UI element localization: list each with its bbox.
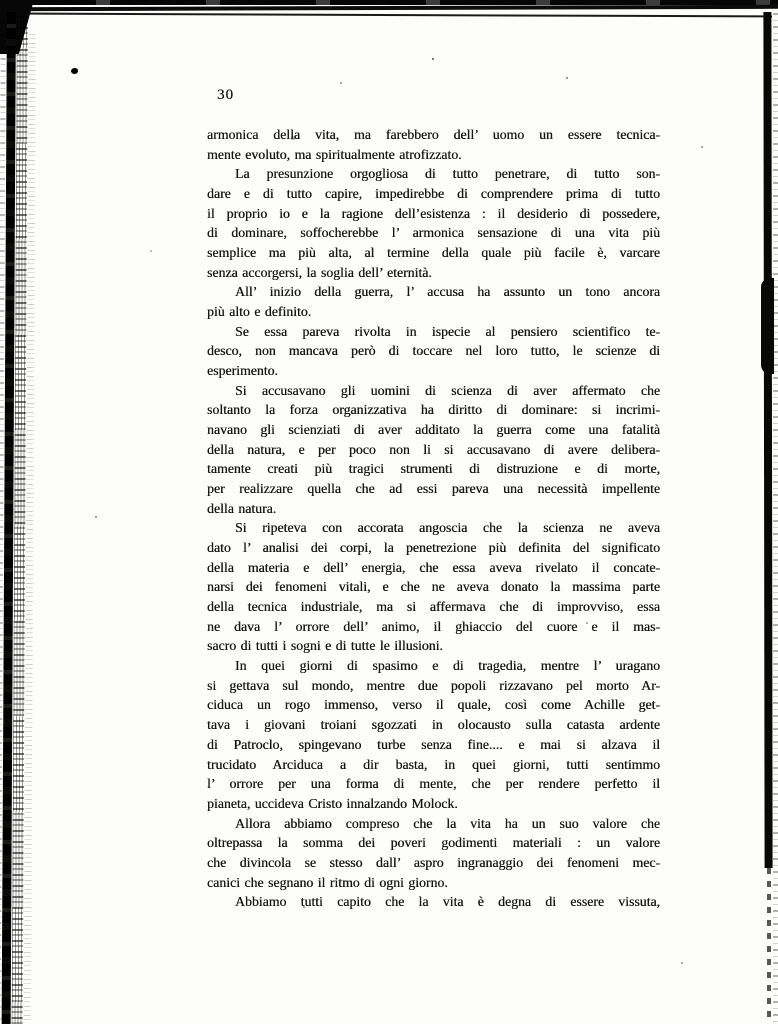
text-line-19: per realizzare quella che ad essi pareva una necessità impellente (207, 481, 660, 497)
text-line-28: In quei giorni di spasimo e di tragedia, mentre l’ uragano (235, 658, 660, 674)
text-line-25: della tecnica industriale, ma si affermava che di improvviso, essa (207, 599, 660, 615)
text-line-39: canici che segnano il ritmo di ogni giorno. (207, 874, 448, 890)
scan-page-top-edge (12, 13, 772, 18)
ink-spot (71, 68, 78, 74)
scan-right-border (763, 12, 772, 868)
binding-speckle-inner (12, 16, 28, 1024)
text-line-26: ne dava l’ orrore dell’ animo, il ghiaccio del cuore e il mas- (207, 618, 660, 634)
text-line-33: trucidato Arciduca a dir basta, in quei giorni, tutti sentimmo (207, 756, 660, 772)
text-line-5: il proprio io e la ragione dell’esistenza : il desiderio di possedere, (207, 205, 660, 221)
text-line-36: Allora abbiamo compreso che la vita ha un suo valore che (235, 815, 660, 831)
text-line-16: navano gli scienziati di aver additato la guerra come una fatalità (207, 422, 660, 438)
page-number: 30 (217, 87, 234, 103)
scan-right-lower-speckle (767, 868, 771, 1024)
text-line-10: più alto e definito. (207, 304, 312, 320)
binding-core-strip (2, 12, 16, 1024)
text-line-37: oltrepassa la somma dei poveri godimenti materiali : un valore (207, 835, 660, 851)
text-line-6: di dominare, soffocherebbe l’ armonica sensazione di una vita più (207, 225, 660, 241)
body-text (207, 125, 660, 912)
text-line-1: armonica della vita, ma farebbero dell’ uomo un essere tecnica- (207, 127, 660, 142)
text-line-40: Abbiamo tutti capito che la vita è degna di essere vissuta, (235, 894, 660, 910)
text-line-29: si gettava sul mondo, mentre due popoli rizzavano pel morto Ar- (207, 677, 660, 693)
text-line-22: dato l’ analisi dei corpi, la penetrezione più definita del significato (207, 540, 660, 556)
text-line-27: sacro di tutti i sogni e di tutte le illusioni. (207, 638, 443, 654)
text-line-30: ciduca un rogo immenso, verso il quale, così come Achille get- (207, 697, 660, 713)
text-line-31: tava i giovani troiani sgozzati in olocausto sulla catasta ardente (207, 717, 660, 733)
text-line-9: All’ inizio della guerra, l’ accusa ha assunto un tono ancora (235, 284, 660, 300)
scan-right-blob (761, 278, 774, 374)
scan-top-edge-line (0, 5, 778, 11)
text-line-24: narsi dei fenomeni vitali, e che ne aveva donato la massima parte (207, 579, 660, 595)
text-line-7: semplice ma più alta, al termine della quale più facile è, varcare (207, 245, 660, 261)
text-line-38: che divincola se stesso dall’ aspro ingranaggio dei fenomeni mec- (207, 854, 660, 870)
text-line-12: desco, non mancava però di toccare nel loro tutto, le scienze di (207, 343, 660, 359)
text-line-3: La presunzione orgogliosa di tutto penetrare, di tutto son- (235, 166, 660, 182)
binding-speckle-outer (0, 22, 6, 1022)
text-line-20: della natura. (207, 500, 277, 516)
paper-specks (0, 0, 2, 2)
text-line-11: Se essa pareva rivolta in ispecie al pensiero scientifico te- (235, 323, 660, 339)
text-line-23: della materia e dell’ energia, che essa aveva rivelato il concate- (207, 559, 660, 575)
text-line-8: senza accorgersi, la soglia dell’ eternità. (207, 264, 432, 280)
scan-right-speckle (773, 0, 778, 1024)
text-line-32: di Patroclo, spingevano turbe senza fine.... e mai si alzava il (207, 736, 660, 752)
text-line-34: l’ orrore per una forma di mente, che per rendere perfetto il (207, 776, 660, 792)
text-line-18: tamente creati più tragici strumenti di distruzione e di morte, (207, 461, 660, 477)
scan-corner-blob (0, 0, 34, 54)
scan-binding-edge (0, 0, 40, 1024)
text-line-21: Si ripeteva con accorata angoscia che la scienza ne aveva (235, 520, 660, 536)
scan-top-border (0, 0, 778, 5)
text-line-4: dare e di tutto capire, impedirebbe di comprendere prima di tutto (207, 186, 660, 202)
text-line-13: esperimento. (207, 363, 278, 379)
text-line-14: Si accusavano gli uomini di scienza di aver affermato che (235, 382, 660, 398)
binding-speckle-faint (24, 34, 36, 1022)
text-line-2: mente evoluto, ma spiritualmente atrofizzato. (207, 146, 462, 162)
text-line-15: soltanto la forza organizzativa ha diritto di dominare: si incrimi- (207, 402, 660, 418)
text-line-35: pianeta, uccideva Cristo innalzando Molock. (207, 795, 458, 811)
text-line-17: della natura, e per poco non li si accusavano di avere delibera- (207, 441, 660, 457)
